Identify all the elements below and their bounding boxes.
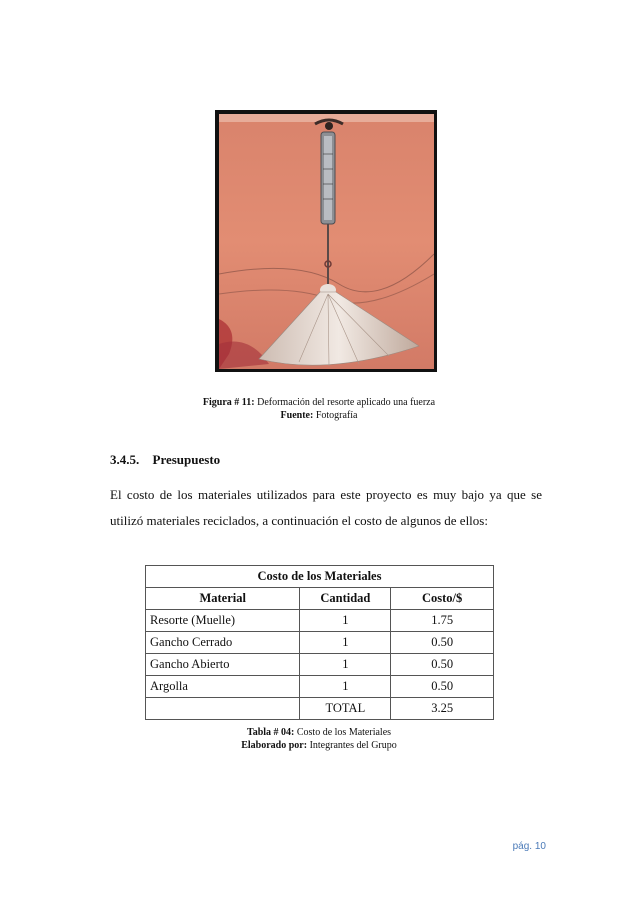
cell-material: Gancho Abierto bbox=[146, 654, 300, 676]
table-caption-text: Costo de los Materiales bbox=[296, 727, 392, 738]
table-total-row bbox=[146, 698, 494, 720]
table-caption bbox=[0, 726, 638, 739]
cell-costo: 0.50 bbox=[391, 632, 494, 654]
total-label: TOTAL bbox=[300, 698, 391, 720]
table-author-text: Integrantes del Grupo bbox=[309, 740, 397, 751]
table-title: Costo de los Materiales bbox=[146, 566, 494, 588]
cell-cantidad: 1 bbox=[300, 676, 391, 698]
figure-caption-label: Figura # 11: bbox=[202, 397, 255, 408]
figure-source-label: Fuente: bbox=[280, 410, 314, 421]
spring-scale-image bbox=[219, 114, 434, 369]
table-row bbox=[146, 654, 494, 676]
section-number: 3.4.5. bbox=[110, 452, 140, 467]
table-author-label: Elaborado por: bbox=[241, 740, 308, 751]
total-empty-cell bbox=[146, 698, 300, 720]
table-row bbox=[146, 676, 494, 698]
figure-photo bbox=[215, 110, 437, 372]
cell-material: Gancho Cerrado bbox=[146, 632, 300, 654]
figure-caption bbox=[0, 396, 638, 409]
cell-cantidad: 1 bbox=[300, 632, 391, 654]
figure-caption-text: Deformación del resorte aplicado una fuerza bbox=[257, 397, 436, 408]
cell-cantidad: 1 bbox=[300, 610, 391, 632]
cell-material: Argolla bbox=[146, 676, 300, 698]
section-title: Presupuesto bbox=[152, 452, 221, 467]
section-heading bbox=[110, 452, 220, 468]
header-costo: Costo/$ bbox=[391, 588, 494, 610]
cell-costo: 0.50 bbox=[391, 654, 494, 676]
cell-costo: 0.50 bbox=[391, 676, 494, 698]
page-number: pág. 10 bbox=[512, 841, 546, 852]
materials-cost-table bbox=[145, 565, 494, 720]
section-paragraph: El costo de los materiales utilizados para este proyecto es muy bajo ya que se utilizó materiales reciclados, a continuación el costo de algunos de ellos: bbox=[110, 487, 542, 528]
table-author bbox=[0, 739, 638, 752]
table-caption-label: Tabla # 04: bbox=[246, 727, 295, 738]
header-cantidad: Cantidad bbox=[300, 588, 391, 610]
cell-costo: 1.75 bbox=[391, 610, 494, 632]
header-material: Material bbox=[146, 588, 300, 610]
table-row bbox=[146, 632, 494, 654]
figure-source bbox=[0, 409, 638, 422]
cell-material: Resorte (Muelle) bbox=[146, 610, 300, 632]
figure-source-text: Fotografía bbox=[315, 410, 358, 421]
cell-cantidad: 1 bbox=[300, 654, 391, 676]
table-row bbox=[146, 610, 494, 632]
total-value: 3.25 bbox=[391, 698, 494, 720]
